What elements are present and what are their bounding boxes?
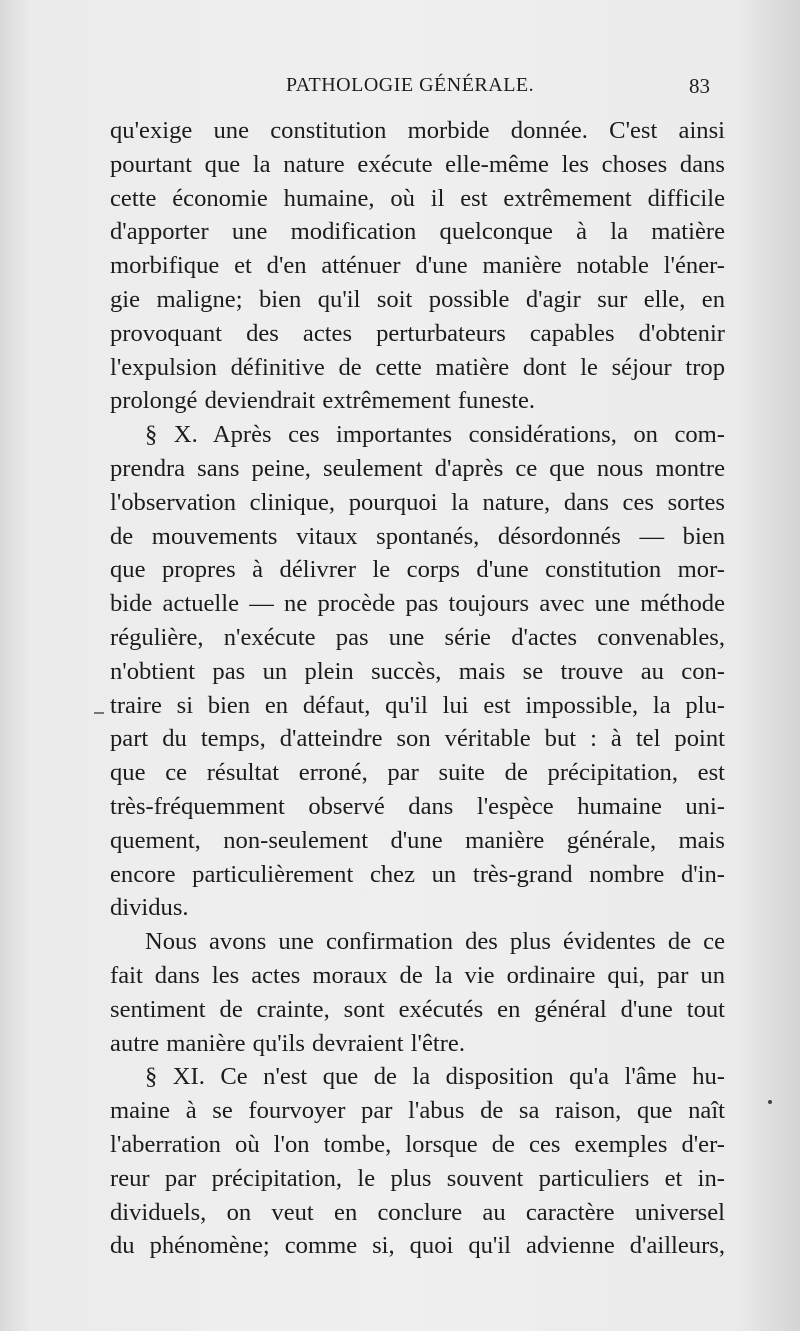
text-line: prendra sans peine, seulement d'après ce que nous montre: [110, 454, 725, 482]
text-line: dividuels, on veut en conclure au caractère universel: [110, 1198, 725, 1226]
text-line: reur par précipitation, le plus souvent particuliers et in-: [110, 1164, 725, 1192]
section-heading-line: § XI. Ce n'est que de la disposition qu'a l'âme hu-: [145, 1063, 725, 1091]
text-line: autre manière qu'ils devraient l'être.: [110, 1029, 465, 1057]
text-line: qu'exige une constitution morbide donnée. C'est ainsi: [110, 117, 725, 144]
running-title: PATHOLOGIE GÉNÉRALE.: [286, 74, 535, 96]
text-line: encore particulièrement chez un très-grand nombre d'in-: [110, 860, 725, 888]
text-line: que propres à délivrer le corps d'une constitution mor-: [110, 556, 725, 584]
margin-dot-mark: [768, 1100, 772, 1104]
text-line: régulière, n'exécute pas une série d'actes convenables,: [110, 623, 725, 651]
text-line: de mouvements vitaux spontanés, désordonnés — bien: [110, 522, 725, 550]
text-line: fait dans les actes moraux de la vie ordinaire qui, par un: [110, 961, 725, 989]
text-line: très-fréquemment observé dans l'espèce humaine uni-: [110, 792, 725, 820]
text-line: n'obtient pas un plein succès, mais se trouve au con-: [110, 657, 725, 685]
body-text: [110, 114, 725, 1263]
text-line: quement, non-seulement d'une manière générale, mais: [110, 826, 725, 854]
text-line: prolongé deviendrait extrêmement funeste.: [110, 387, 536, 415]
text-line: morbifique et d'en atténuer d'une manière notable l'éner-: [110, 252, 725, 280]
text-line: dividus.: [110, 894, 189, 922]
text-line: traire si bien en défaut, qu'il lui est impossible, la plu-: [110, 691, 725, 719]
text-line: du phénomène; comme si, quoi qu'il advienne d'ailleurs,: [110, 1232, 725, 1260]
margin-dash-mark: [94, 712, 104, 714]
running-head: [110, 74, 710, 104]
page-number: 83: [689, 74, 710, 98]
text-line: d'apporter une modification quelconque à la matière: [110, 218, 725, 246]
text-line: part du temps, d'atteindre son véritable but : à tel point: [110, 725, 725, 753]
text-line: pourtant que la nature exécute elle-même les choses dans: [110, 150, 725, 178]
text-line: cette économie humaine, où il est extrêmement difficile: [110, 184, 725, 212]
text-line: sentiment de crainte, sont exécutés en général d'une tout: [110, 995, 725, 1023]
text-line: l'expulsion définitive de cette matière dont le séjour trop: [110, 353, 725, 381]
section-heading-line: § X. Après ces importantes considérations, on com-: [145, 421, 725, 449]
text-line: maine à se fourvoyer par l'abus de sa raison, que naît: [110, 1097, 725, 1125]
text-line: que ce résultat erroné, par suite de précipitation, est: [110, 759, 725, 787]
text-line: bide actuelle — ne procède pas toujours avec une méthode: [110, 590, 725, 618]
text-line: l'aberration où l'on tombe, lorsque de ces exemples d'er-: [110, 1130, 725, 1158]
text-line: Nous avons une confirmation des plus évidentes de ce: [145, 928, 725, 956]
text-line: gie maligne; bien qu'il soit possible d'agir sur elle, en: [110, 285, 725, 313]
text-line: l'observation clinique, pourquoi la nature, dans ces sortes: [110, 488, 725, 516]
text-line: provoquant des actes perturbateurs capables d'obtenir: [110, 319, 725, 347]
